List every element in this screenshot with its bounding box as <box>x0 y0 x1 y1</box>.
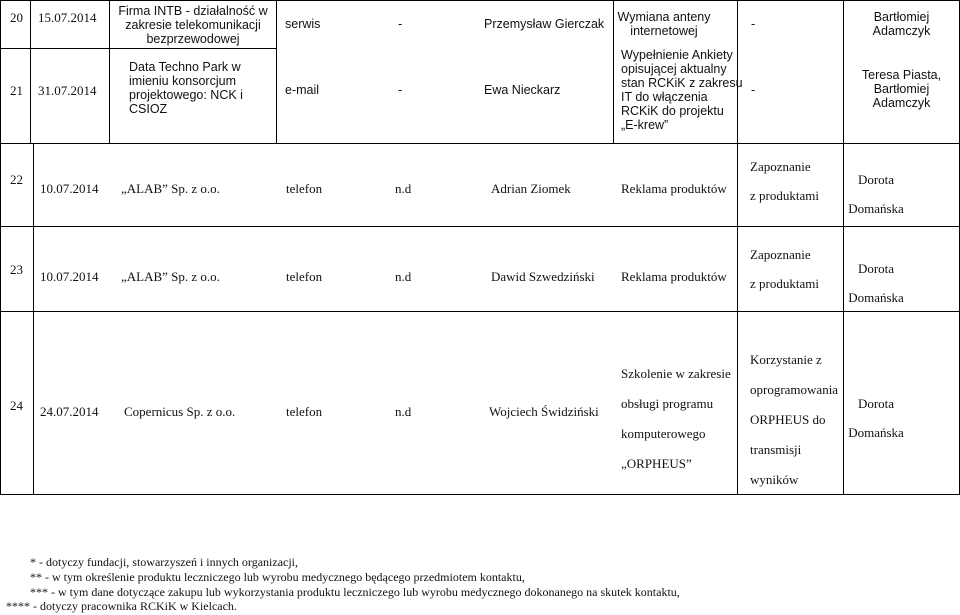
row-number: 21 <box>10 83 23 98</box>
row-product: Zapoznanie z produktami <box>750 247 819 291</box>
footnote: **** - dotyczy pracownika RCKiK w Kielcach. <box>6 599 237 613</box>
row-number: 20 <box>10 10 23 25</box>
row-dash: - <box>398 17 403 31</box>
row-entity: „ALAB” Sp. z o.o. <box>121 181 220 196</box>
row-person: Adrian Ziomek <box>491 181 571 196</box>
grid-line <box>0 311 960 312</box>
row-person: Ewa Nieckarz <box>484 83 561 97</box>
row-employee: Bartłomiej Adamczyk <box>872 10 931 38</box>
row-employee: Dorota Domańska <box>848 261 904 305</box>
row-subject: Wypełnienie Ankiety opisującej aktualny stan RCKiK z zakresu IT do włączenia RCKiK do projektu „E-krew” <box>621 48 743 132</box>
grid-line <box>0 226 960 227</box>
row-product: Zapoznanie z produktami <box>750 159 819 203</box>
row-date: 31.07.2014 <box>38 83 97 98</box>
row-product: - <box>751 83 756 97</box>
row-dash: - <box>398 83 403 97</box>
footnote: *** - w tym dane dotyczące zakupu lub wykorzystania produktu leczniczego lub wyrobu medycznego dokonanego na skutek kontaktu, <box>30 585 680 599</box>
row-dash: n.d <box>395 404 412 419</box>
grid-line <box>30 0 31 143</box>
row-date: 15.07.2014 <box>38 10 97 25</box>
row-date: 24.07.2014 <box>40 404 99 419</box>
row-person: Wojciech Świdziński <box>489 404 599 419</box>
row-subject: Wymiana anteny internetowej <box>617 10 711 38</box>
row-subject: Reklama produktów <box>621 181 727 196</box>
row-contact-form: telefon <box>286 269 323 284</box>
row-dash: n.d <box>395 181 412 196</box>
row-employee: Dorota Domańska <box>848 396 904 440</box>
grid-line <box>276 0 277 143</box>
row-dash: n.d <box>395 269 412 284</box>
grid-line <box>33 143 34 494</box>
row-subject: Reklama produktów <box>621 269 727 284</box>
row-employee: Dorota Domańska <box>848 172 904 216</box>
row-number: 23 <box>10 262 23 277</box>
row-contact-form: serwis <box>285 17 321 31</box>
row-date: 10.07.2014 <box>40 269 99 284</box>
footnote: ** - w tym określenie produktu leczniczego lub wyrobu medycznego będącego przedmiotem kontaktu, <box>30 570 525 584</box>
row-subject: Szkolenie w zakresie obsługi programu komputerowego „ORPHEUS” <box>621 366 731 471</box>
row-number: 22 <box>10 172 23 187</box>
row-person: Przemysław Gierczak <box>484 17 605 31</box>
row-product: - <box>751 17 756 31</box>
grid-line <box>0 48 276 49</box>
row-contact-form: e-mail <box>285 83 320 97</box>
row-entity: „ALAB” Sp. z o.o. <box>121 269 220 284</box>
row-employee: Teresa Piasta, Bartłomiej Adamczyk <box>861 68 942 110</box>
row-entity: Firma INTB - działalność w zakresie telekomunikacji bezprzewodowej <box>118 4 268 46</box>
grid-line <box>0 143 960 144</box>
row-entity: Copernicus Sp. z o.o. <box>124 404 236 419</box>
row-number: 24 <box>10 398 23 413</box>
footnote: * - dotyczy fundacji, stowarzyszeń i innych organizacji, <box>30 555 299 569</box>
grid-line <box>737 143 738 494</box>
row-contact-form: telefon <box>286 404 323 419</box>
row-date: 10.07.2014 <box>40 181 99 196</box>
row-entity: Data Techno Park w imieniu konsorcjum projektowego: NCK i CSIOZ <box>129 60 243 116</box>
row-contact-form: telefon <box>286 181 323 196</box>
row-person: Dawid Szwedziński <box>491 269 595 284</box>
grid-line <box>0 0 1 494</box>
row-product: Korzystanie z oprogramowania ORPHEUS do transmisji wyników <box>750 352 839 487</box>
grid-line <box>0 0 960 1</box>
